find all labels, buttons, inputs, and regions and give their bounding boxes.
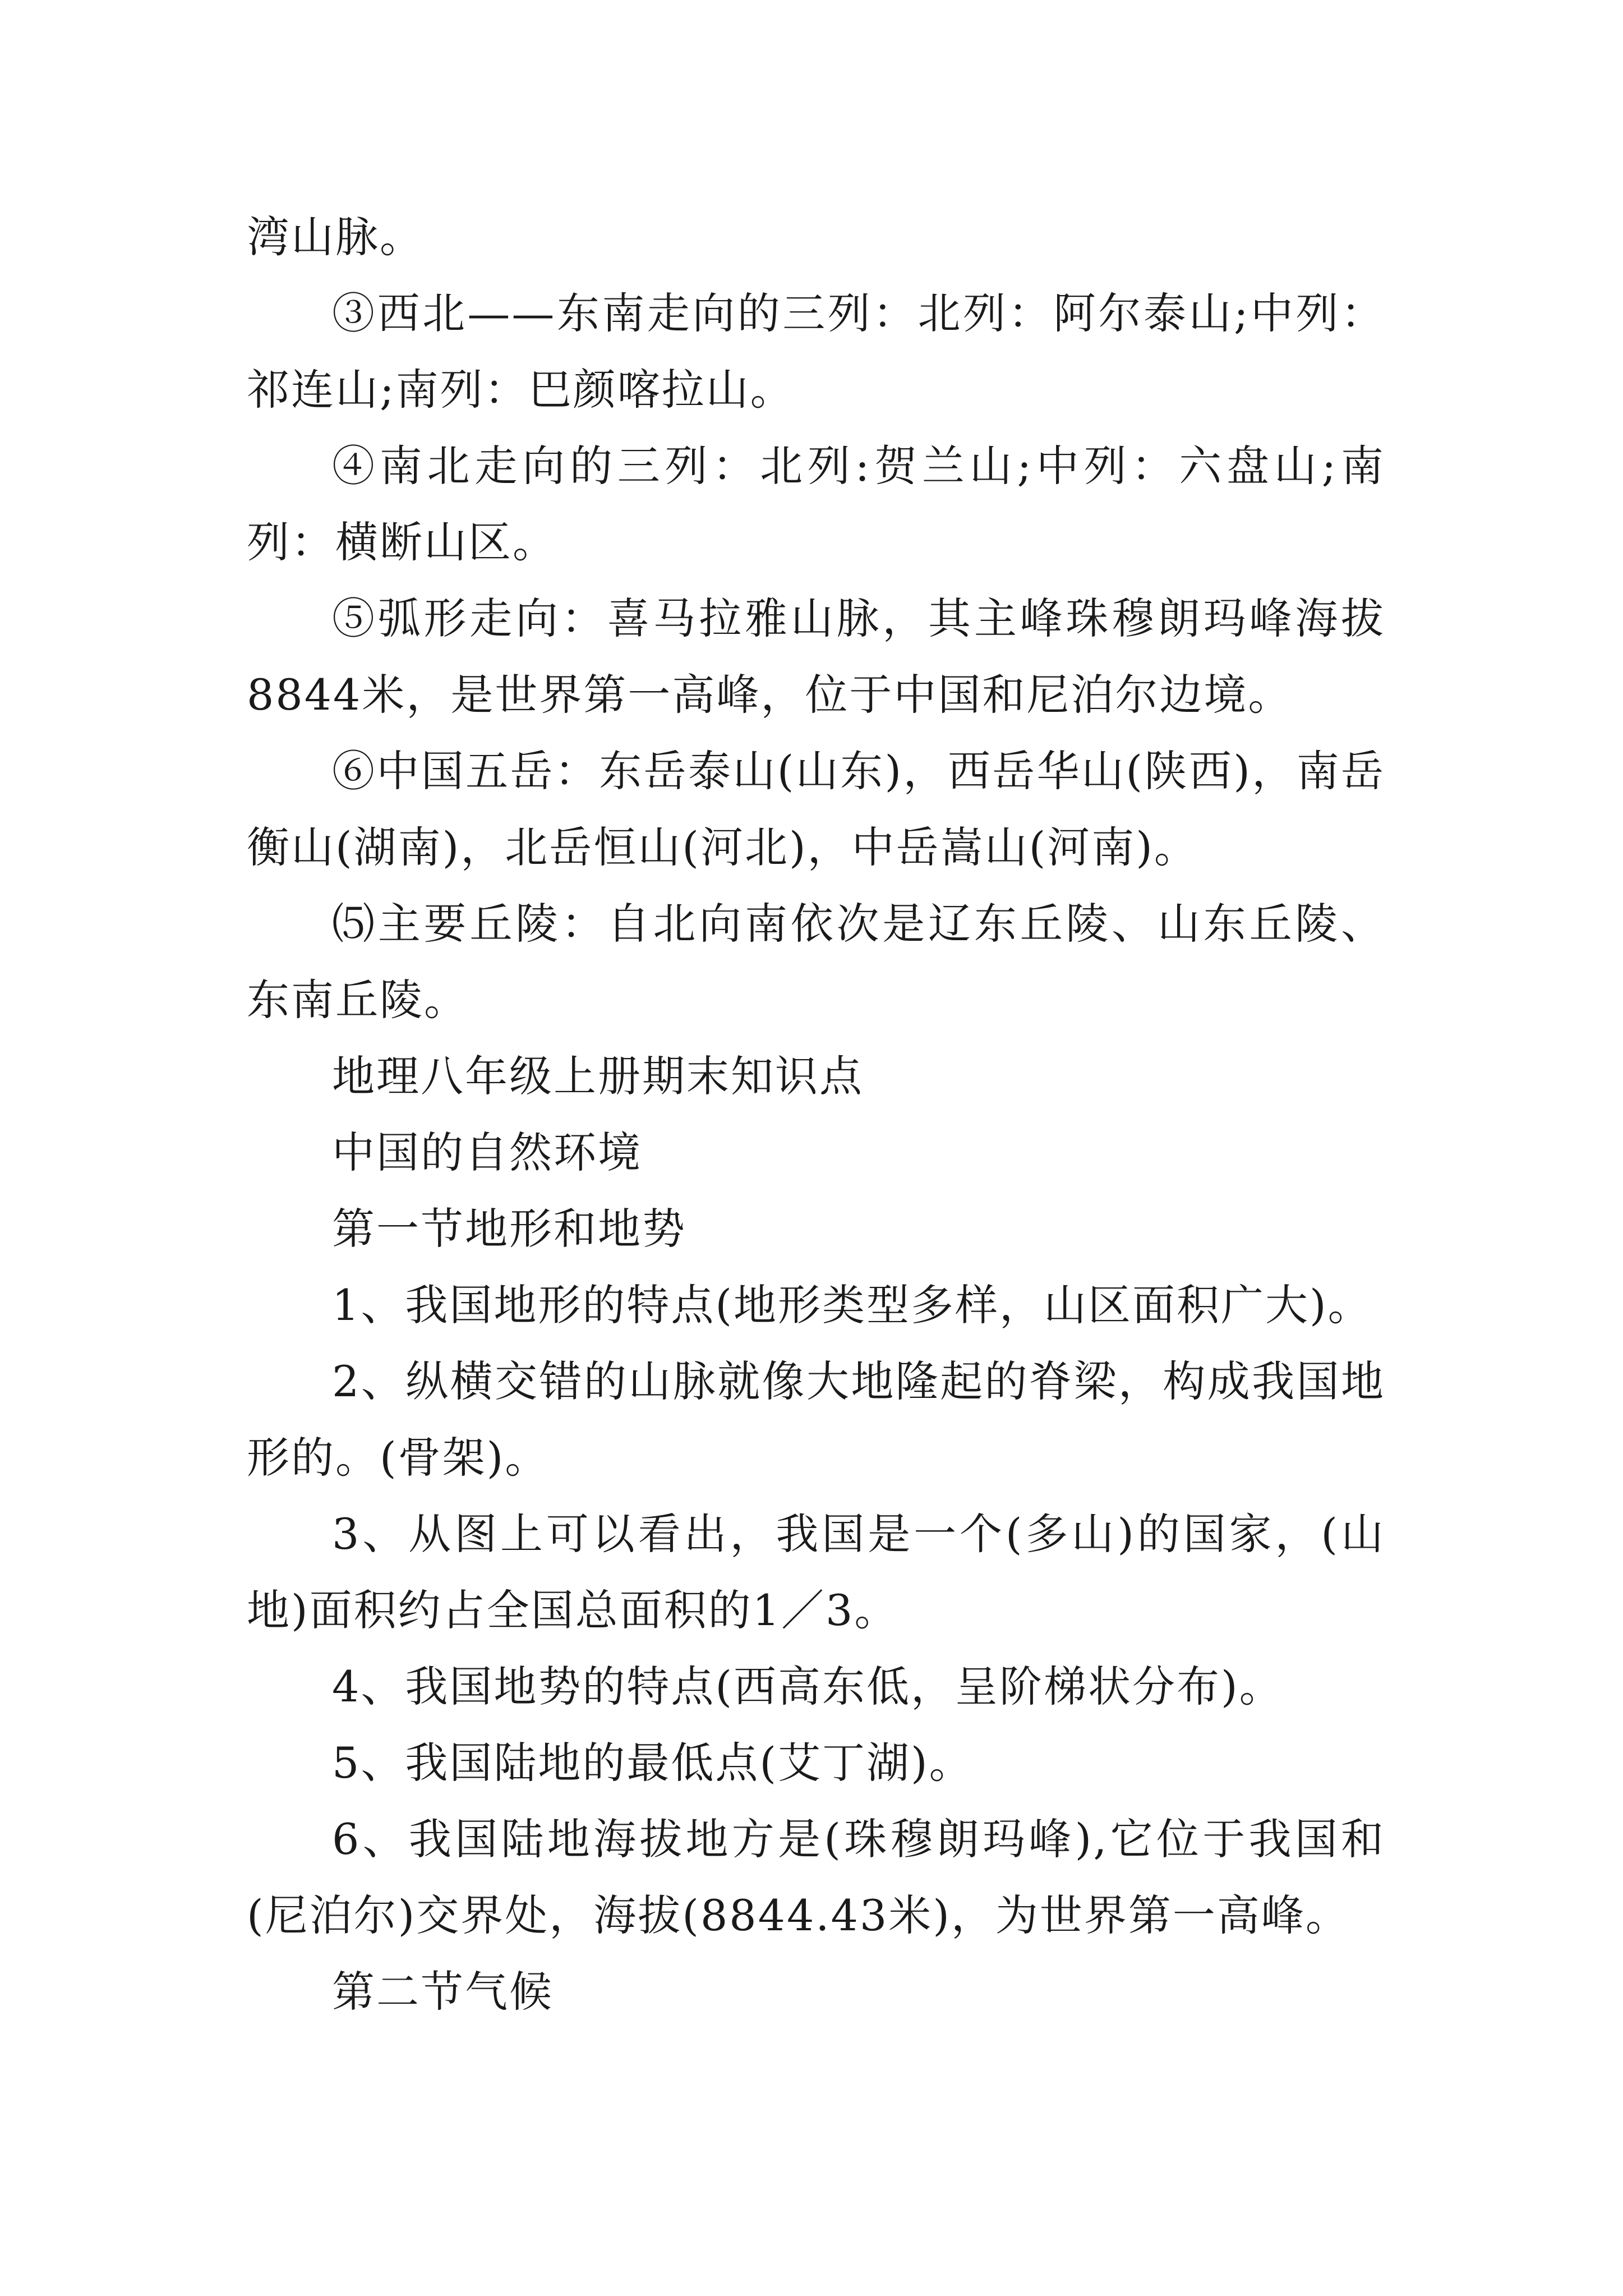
paragraph: ⑥中国五岳：东岳泰山(山东)，西岳华山(陕西)，南岳衡山(湖南)，北岳恒山(河北)，中岳嵩山(河南)。 <box>247 746 1385 872</box>
paragraph: 湾山脉。 <box>247 212 424 262</box>
section-heading: 中国的自然环境 <box>332 1128 642 1177</box>
paragraph: ④南北走向的三列：北列:贺兰山;中列：六盘山;南列：横断山区。 <box>247 441 1385 567</box>
paragraph: 4、我国地势的特点(西高东低，呈阶梯状分布)。 <box>332 1662 1284 1711</box>
paragraph: 5、我国陆地的最低点(艾丁湖)。 <box>332 1738 974 1788</box>
paragraph: 3、从图上可以看出，我国是一个(多山)的国家，(山地)面积约占全国总面积的1／3。 <box>247 1509 1385 1635</box>
paragraph: 6、我国陆地海拔地方是(珠穆朗玛峰),它位于我国和(尼泊尔)交界处，海拔(8844.43米)，为世界第一高峰。 <box>247 1814 1385 1940</box>
paragraph: 1、我国地形的特点(地形类型多样，山区面积广大)。 <box>332 1280 1372 1330</box>
section-heading: 第一节地形和地势 <box>332 1204 686 1254</box>
paragraph: ⑸主要丘陵：自北向南依次是辽东丘陵、山东丘陵、东南丘陵。 <box>247 899 1385 1025</box>
paragraph: ③西北——东南走向的三列：北列：阿尔泰山;中列：祁连山;南列：巴颜喀拉山。 <box>247 288 1385 415</box>
paragraph: ⑤弧形走向：喜马拉雅山脉，其主峰珠穆朗玛峰海拔8844米，是世界第一高峰，位于中国和尼泊尔边境。 <box>247 593 1385 720</box>
paragraph: 2、纵横交错的山脉就像大地隆起的脊梁，构成我国地形的。(骨架)。 <box>247 1356 1385 1483</box>
section-heading: 地理八年级上册期末知识点 <box>332 1051 864 1101</box>
section-heading: 第二节气候 <box>332 1967 554 2017</box>
document-body <box>247 199 1385 2030</box>
